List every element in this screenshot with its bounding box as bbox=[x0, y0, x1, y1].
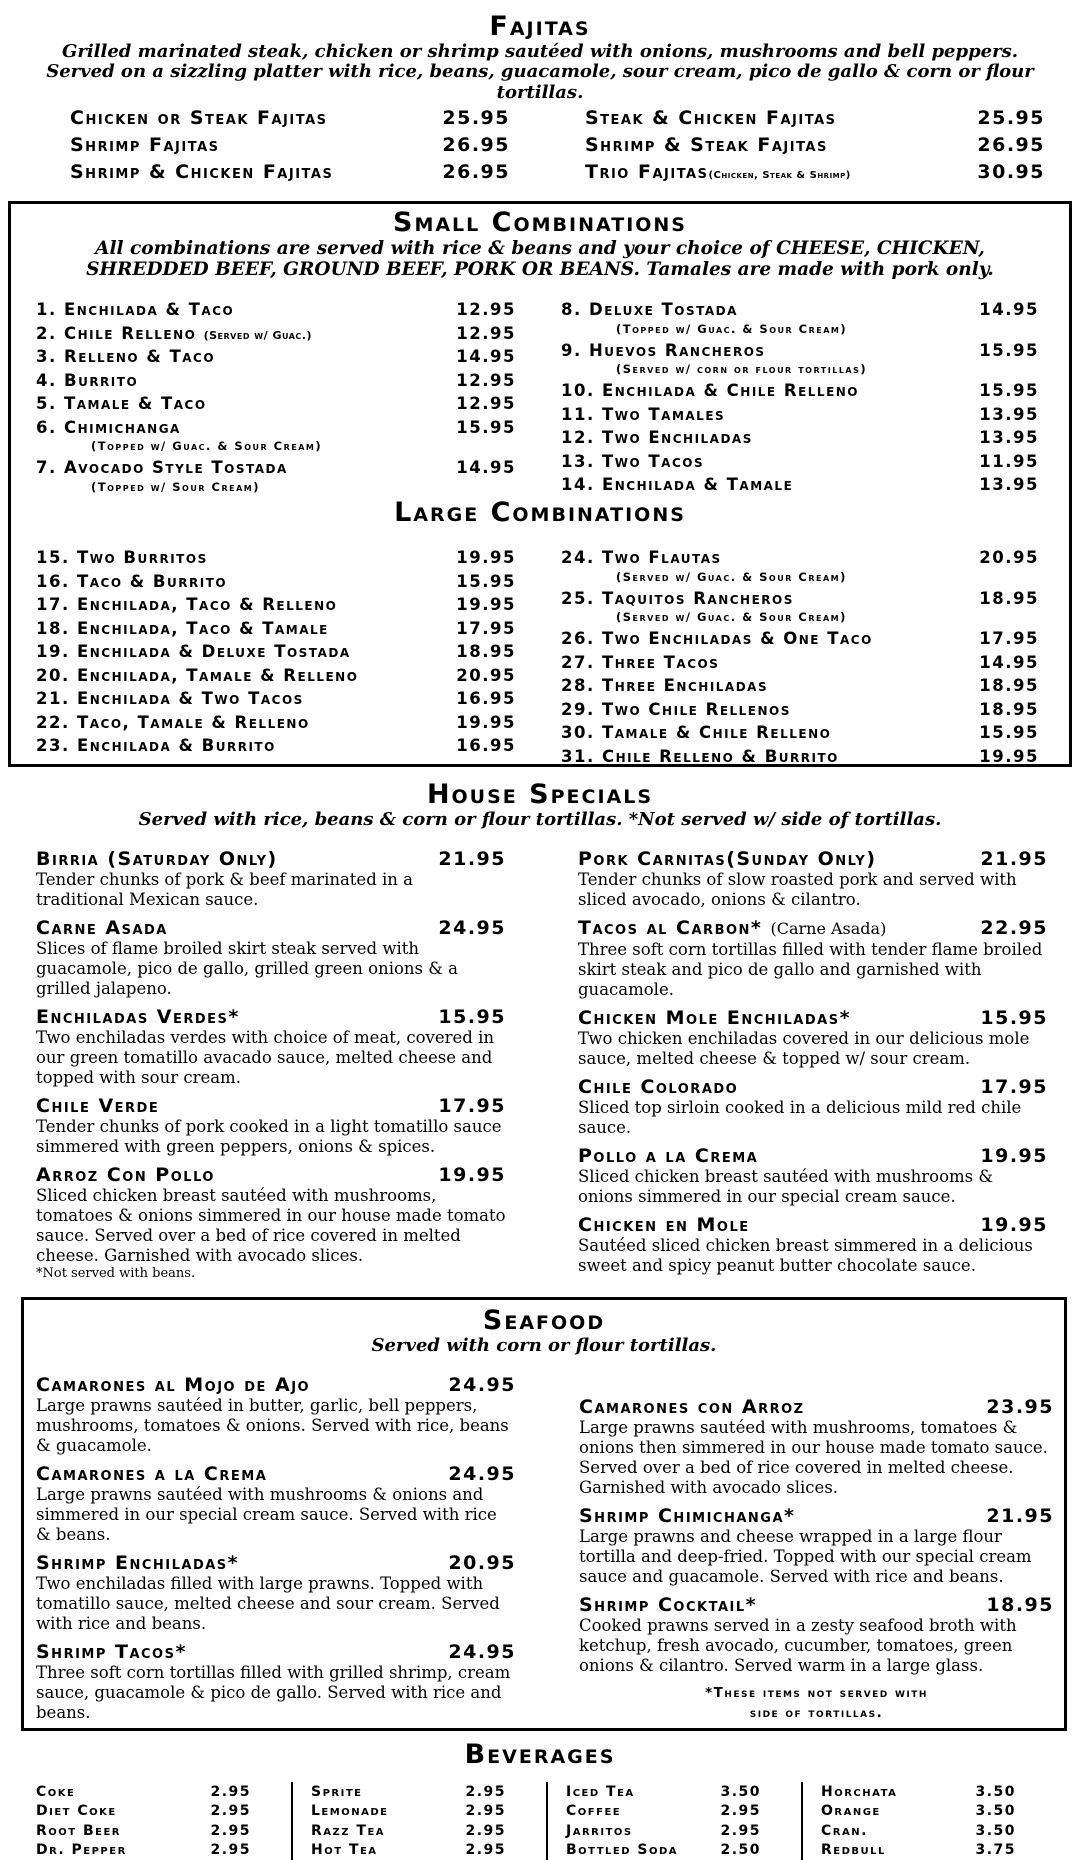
combo-item: 20. Enchilada, Tamale & Relleno 20.95 bbox=[36, 664, 516, 688]
combo-note: (Topped w/ Guac. & Sour Cream) bbox=[561, 322, 1039, 339]
menu-item: Trio Fajitas(Chicken, Steak & Shrimp) 30.95 bbox=[585, 158, 1045, 185]
fajitas-left-list bbox=[70, 104, 510, 185]
combo-item: 7. Avocado Style Tostada 14.95 bbox=[36, 456, 516, 480]
beverage-item: Cran. 3.50 bbox=[821, 1821, 1056, 1841]
combo-item: 5. Tamale & Taco 12.95 bbox=[36, 392, 516, 416]
combo-item: 22. Taco, Tamale & Relleno 19.95 bbox=[36, 711, 516, 735]
combo-item: 16. Taco & Burrito 15.95 bbox=[36, 570, 516, 594]
combo-item: 1. Enchilada & Taco 12.95 bbox=[36, 298, 516, 322]
combo-item: 6. Chimichanga 15.95 bbox=[36, 416, 516, 440]
beverage-column bbox=[36, 1782, 291, 1860]
seafood-right-list bbox=[579, 1396, 1054, 1723]
menu-item: Shrimp Enchiladas* 20.95 Two enchiladas filled with large prawns. Topped with tomatillo sauce, melted cheese and sour cream. Served with rice and beans. bbox=[36, 1552, 516, 1634]
beverages-section bbox=[0, 1740, 1080, 1770]
seafood-subtitle: Served with corn or flour tortillas. bbox=[24, 1336, 1064, 1357]
menu-item: Chicken en Mole 19.95 Sautéed sliced chicken breast simmered in a delicious sweet and spicy peanut butter chocolate sauce. bbox=[578, 1214, 1048, 1276]
combo-note: (Topped w/ Guac. & Sour Cream) bbox=[36, 439, 516, 456]
menu-item: Steak & Chicken Fajitas 25.95 bbox=[585, 104, 1045, 131]
beverage-item: Jarritos 2.95 bbox=[566, 1821, 801, 1841]
combo-note: (Served w/ corn or flour tortillas) bbox=[561, 362, 1039, 379]
combo-item: 2. Chile Relleno (Served w/ Guac.) 12.95 bbox=[36, 322, 516, 346]
combinations-box bbox=[8, 201, 1072, 767]
menu-item: Birria (Saturday Only) 21.95 Tender chunks of pork & beef marinated in a traditional Mexican sauce. bbox=[36, 848, 506, 910]
menu-item: Chile Verde 17.95 Tender chunks of pork cooked in a light tomatillo sauce simmered with green peppers, onions & spices. bbox=[36, 1095, 506, 1157]
menu-item: Shrimp Chimichanga* 21.95 Large prawns and cheese wrapped in a large flour tortilla and deep-fried. Topped with our special cream sauce and guacamole. Served with rice and beans. bbox=[579, 1505, 1054, 1587]
combo-note: (Served w/ Guac. & Sour Cream) bbox=[561, 570, 1039, 587]
menu-item: Carne Asada 24.95 Slices of flame broiled skirt steak served with guacamole, pico de gallo, grilled green onions & a grilled jalapeno. bbox=[36, 917, 506, 999]
combo-item: 4. Burrito 12.95 bbox=[36, 369, 516, 393]
beverage-item: Lemonade 2.95 bbox=[311, 1802, 546, 1822]
large-combos-right-list bbox=[561, 546, 1039, 768]
menu-item: Chicken or Steak Fajitas 25.95 bbox=[70, 104, 510, 131]
house-specials-right-list bbox=[578, 848, 1048, 1283]
combo-note: (Served w/ Guac. & Sour Cream) bbox=[561, 610, 1039, 627]
beverage-item: Iced Tea 3.50 bbox=[566, 1782, 801, 1802]
beverage-item: Orange 3.50 bbox=[821, 1802, 1056, 1822]
house-specials-subtitle: Served with rice, beans & corn or flour tortillas. *Not served w/ side of tortillas. bbox=[0, 810, 1080, 831]
menu-item: Shrimp Cocktail* 18.95 Cooked prawns served in a zesty seafood broth with ketchup, fresh avocado, cucumber, tomatoes, green onions & cilantro. Served warm in a large glass. bbox=[579, 1594, 1054, 1676]
combo-item: 21. Enchilada & Two Tacos 16.95 bbox=[36, 687, 516, 711]
combo-item: 10. Enchilada & Chile Relleno 15.95 bbox=[561, 379, 1039, 403]
fajitas-right-list bbox=[585, 104, 1045, 185]
combo-item: 9. Huevos Rancheros 15.95 bbox=[561, 339, 1039, 363]
seafood-box bbox=[21, 1297, 1067, 1731]
beverage-column bbox=[291, 1782, 546, 1860]
seafood-footnote: *These items not served with side of tortillas. bbox=[579, 1683, 1054, 1723]
footnote: *Not served with beans. bbox=[36, 1266, 506, 1281]
menu-item: Enchiladas Verdes* 15.95 Two enchiladas verdes with choice of meat, covered in our green tomatillo avacado sauce, melted cheese and topped with sour cream. bbox=[36, 1006, 506, 1088]
menu-item: Shrimp & Steak Fajitas 26.95 bbox=[585, 131, 1045, 158]
beverage-item: Root Beer 2.95 bbox=[36, 1821, 291, 1841]
small-combinations-title: Small Combinations bbox=[11, 208, 1069, 238]
combo-item: 3. Relleno & Taco 14.95 bbox=[36, 345, 516, 369]
combo-item: 8. Deluxe Tostada 14.95 bbox=[561, 298, 1039, 322]
small-combinations-subtitle: All combinations are served with rice & beans and your choice of CHEESE, CHICKEN, SHREDDED BEEF, GROUND BEEF, PORK OR BEANS. Tamales are made with pork only. bbox=[11, 238, 1069, 281]
combo-item: 27. Three Tacos 14.95 bbox=[561, 651, 1039, 675]
menu-item: Camarones con Arroz 23.95 Large prawns sautéed with mushrooms, tomatoes & onions then simmered in our house made tomato sauce. Served over a bed of rice covered in melted cheese. Garnished with avocado slices. bbox=[579, 1396, 1054, 1498]
menu-item: Chicken Mole Enchiladas* 15.95 Two chicken enchiladas covered in our delicious mole sauce, melted cheese & topped w/ sour cream. bbox=[578, 1007, 1048, 1069]
beverage-item: Bottled Soda 2.50 bbox=[566, 1841, 801, 1860]
menu-item: Pork Carnitas(Sunday Only) 21.95 Tender chunks of slow roasted pork and served with sliced avocado, onions & cilantro. bbox=[578, 848, 1048, 910]
combo-item: 15. Two Burritos 19.95 bbox=[36, 546, 516, 570]
combo-item: 26. Two Enchiladas & One Taco 17.95 bbox=[561, 627, 1039, 651]
combo-item: 13. Two Tacos 11.95 bbox=[561, 450, 1039, 474]
beverage-item: Coke 2.95 bbox=[36, 1782, 291, 1802]
combo-item: 12. Two Enchiladas 13.95 bbox=[561, 426, 1039, 450]
combo-item: 17. Enchilada, Taco & Relleno 19.95 bbox=[36, 593, 516, 617]
menu-item: Arroz Con Pollo 19.95 Sliced chicken breast sautéed with mushrooms, tomatoes & onions simmered in our house made tomato sauce. Served over a bed of rice covered in melted cheese. Garnished with avocado slices. bbox=[36, 1164, 506, 1266]
seafood-title: Seafood bbox=[24, 1306, 1064, 1336]
menu-item: Shrimp & Chicken Fajitas 26.95 bbox=[70, 158, 510, 185]
menu-item: Shrimp Fajitas 26.95 bbox=[70, 131, 510, 158]
beverage-item: Hot Tea 2.95 bbox=[311, 1841, 546, 1860]
beverage-item: Horchata 3.50 bbox=[821, 1782, 1056, 1802]
combo-note: (Topped w/ Sour Cream) bbox=[36, 480, 516, 497]
menu-item: Shrimp Tacos* 24.95 Three soft corn tortillas filled with grilled shrimp, cream sauce, guacamole & pico de gallo. Served with rice and beans. bbox=[36, 1641, 516, 1723]
combo-item: 24. Two Flautas 20.95 bbox=[561, 546, 1039, 570]
combo-item: 19. Enchilada & Deluxe Tostada 18.95 bbox=[36, 640, 516, 664]
large-combinations-title: Large Combinations bbox=[11, 498, 1069, 528]
beverage-item: Razz Tea 2.95 bbox=[311, 1821, 546, 1841]
combo-item: 18. Enchilada, Taco & Tamale 17.95 bbox=[36, 617, 516, 641]
large-combos-left-list bbox=[36, 546, 516, 758]
fajitas-subtitle: Grilled marinated steak, chicken or shrimp sautéed with onions, mushrooms and bell peppers. Served on a sizzling platter with rice, beans, guacamole, sour cream, pico de gallo & corn or flour tortillas. bbox=[0, 42, 1080, 104]
small-combos-right-list bbox=[561, 298, 1039, 497]
combo-item: 11. Two Tamales 13.95 bbox=[561, 403, 1039, 427]
house-specials-section bbox=[0, 780, 1080, 830]
fajitas-title: Fajitas bbox=[0, 12, 1080, 42]
small-combos-left-list bbox=[36, 298, 516, 497]
combo-item: 30. Tamale & Chile Relleno 15.95 bbox=[561, 721, 1039, 745]
beverage-item: Diet Coke 2.95 bbox=[36, 1802, 291, 1822]
combo-item: 25. Taquitos Rancheros 18.95 bbox=[561, 587, 1039, 611]
beverage-item: Dr. Pepper 2.95 bbox=[36, 1841, 291, 1860]
beverage-column bbox=[801, 1782, 1056, 1860]
beverages-title: Beverages bbox=[0, 1740, 1080, 1770]
menu-item: Tacos al Carbon* (Carne Asada) 22.95 Three soft corn tortillas filled with tender flame broiled skirt steak and pico de gallo and garnished with guacamole. bbox=[578, 917, 1048, 1000]
menu-item: Camarones al Mojo de Ajo 24.95 Large prawns sautéed in butter, garlic, bell peppers, mushrooms, tomatoes & onions. Served with rice, beans & guacamole. bbox=[36, 1374, 516, 1456]
combo-item: 28. Three Enchiladas 18.95 bbox=[561, 674, 1039, 698]
menu-item: Camarones a la Crema 24.95 Large prawns sautéed with mushrooms & onions and simmered in our special cream sauce. Served with rice & beans. bbox=[36, 1463, 516, 1545]
menu-item: Pollo a la Crema 19.95 Sliced chicken breast sautéed with mushrooms & onions simmered in our special cream sauce. bbox=[578, 1145, 1048, 1207]
combo-item: 14. Enchilada & Tamale 13.95 bbox=[561, 473, 1039, 497]
combo-item: 29. Two Chile Rellenos 18.95 bbox=[561, 698, 1039, 722]
house-specials-title: House Specials bbox=[0, 780, 1080, 810]
combo-item: 31. Chile Relleno & Burrito 19.95 bbox=[561, 745, 1039, 769]
beverage-item: Sprite 2.95 bbox=[311, 1782, 546, 1802]
fajitas-section bbox=[0, 12, 1080, 104]
house-specials-left-list bbox=[36, 848, 506, 1281]
menu-item: Chile Colorado 17.95 Sliced top sirloin cooked in a delicious mild red chile sauce. bbox=[578, 1076, 1048, 1138]
beverage-item: Coffee 2.95 bbox=[566, 1802, 801, 1822]
combo-item: 23. Enchilada & Burrito 16.95 bbox=[36, 734, 516, 758]
beverages-grid bbox=[36, 1782, 1056, 1860]
beverage-column bbox=[546, 1782, 801, 1860]
seafood-left-list bbox=[36, 1374, 516, 1730]
beverage-item: Redbull 3.75 bbox=[821, 1841, 1056, 1860]
